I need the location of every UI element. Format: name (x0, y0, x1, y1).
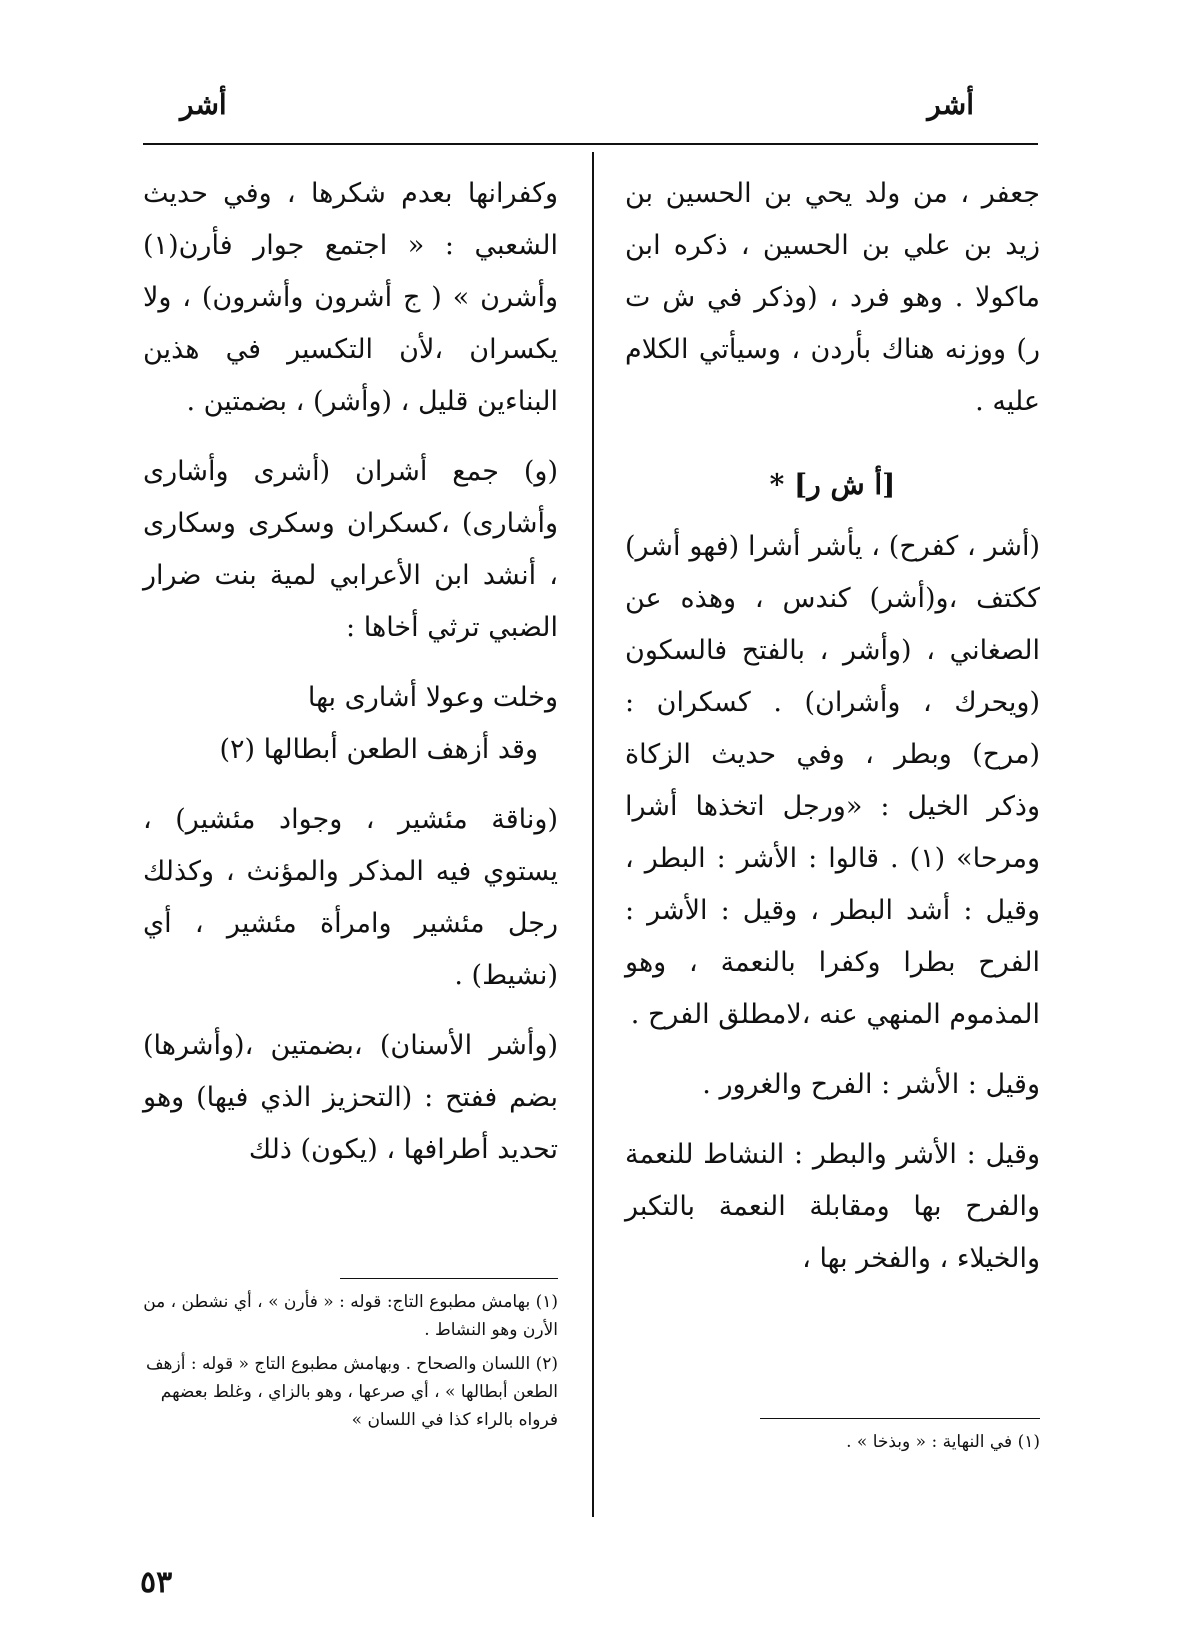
right-column (625, 168, 1040, 1303)
right-intro-paragraph: جعفر ، من ولد يحي بن الحسين بن زيد بن علي بن الحسين ، ذكره ابن ماكولا . وهو فرد ، (وذكر في ش ت ر) ووزنه هناك بأردن ، وسيأتي الكلام عليه . (625, 178, 1040, 417)
poem-verse (143, 672, 558, 776)
page-number: ٥٣ (140, 1565, 173, 1600)
right-paragraph: (أشر ، كفرح) ، يأشر أشرا (فهو أشر) ككتف ،و(أشر) كندس ، وهذه عن الصغاني ، (وأشر ، بالفتح فالسكون (ويحرك ، وأشران) . كسكران : (مرح) وبطر ، وفي حديث الزكاة وذكر الخيل : «ورجل اتخذها أشرا ومرحا» (١) . قالوا : الأشر : البطر ، وقيل : أشد البطر ، وقيل : الأشر : الفرح بطرا وكفرا بالنعمة ، وهو المذموم المنهي عنه ،لامطلق الفرح . (625, 531, 1040, 1030)
column-divider (592, 152, 594, 1517)
right-paragraph: وقيل : الأشر : الفرح والغرور . (702, 1069, 1040, 1100)
footnotes-right (625, 1428, 1040, 1462)
header-rule (143, 143, 1038, 145)
right-paragraph: وقيل : الأشر والبطر : النشاط للنعمة والفرح بها ومقابلة النعمة بالتكبر والخيلاء ، والفخر بها ، (625, 1139, 1040, 1274)
footnote: (١) بهامش مطبوع التاج: قوله : « فأرن » ، أي نشطن ، من الأرن وهو النشاط . (143, 1292, 558, 1340)
footnote: (١) في النهاية : « وبذخا » . (846, 1432, 1040, 1452)
footnote: (٢) اللسان والصحاح . وبهامش مطبوع التاج « قوله : أزهف الطعن أبطالها » ، أي صرعها ، وهو بالزاي ، وغلط بعضهم فرواه بالراء كذا في اللسان » (145, 1354, 558, 1430)
left-paragraph: (وأشر الأسنان) ،بضمتين ،(وأشرها) بضم ففتح : (التحزيز الذي فيها) وهو تحديد أطرافها ، (يكون) ذلك (143, 1030, 558, 1165)
left-paragraph: وكفرانها بعدم شكرها ، وفي حديث الشعبي : « اجتمع جوار فأرن(١) وأشرن » ( ج أشرون وأشرون) ، ولا يكسران ،لأن التكسير في هذين البناءين قليل ، (وأشر) ، بضمتين . (143, 178, 558, 417)
left-paragraph: (وناقة مئشير ، وجواد مئشير) ، يستوي فيه المذكر والمؤنث ، وكذلك رجل مئشير وامرأة مئشير ، أي (نشيط) . (143, 804, 558, 991)
header-left-entry: أشر (180, 88, 227, 121)
footnote-rule-right (760, 1418, 1040, 1419)
footnote-rule-left (340, 1278, 558, 1279)
verse-line: وقد أزهف الطعن أبطالها (٢) (219, 734, 538, 765)
left-column (143, 168, 558, 1194)
header-right-entry: أشر (927, 88, 974, 121)
entry-heading: [أ ش ر] * (769, 468, 896, 501)
left-paragraph: (و) جمع أشران (أشرى وأشارى وأشارى) ،كسكران وسكرى وسكارى ، أنشد ابن الأعرابي لمية بنت ضرار الضبي ترثي أخاها : (143, 456, 558, 643)
verse-line: وخلت وعولا أشارى بها (307, 682, 558, 713)
footnotes-left (143, 1288, 558, 1440)
